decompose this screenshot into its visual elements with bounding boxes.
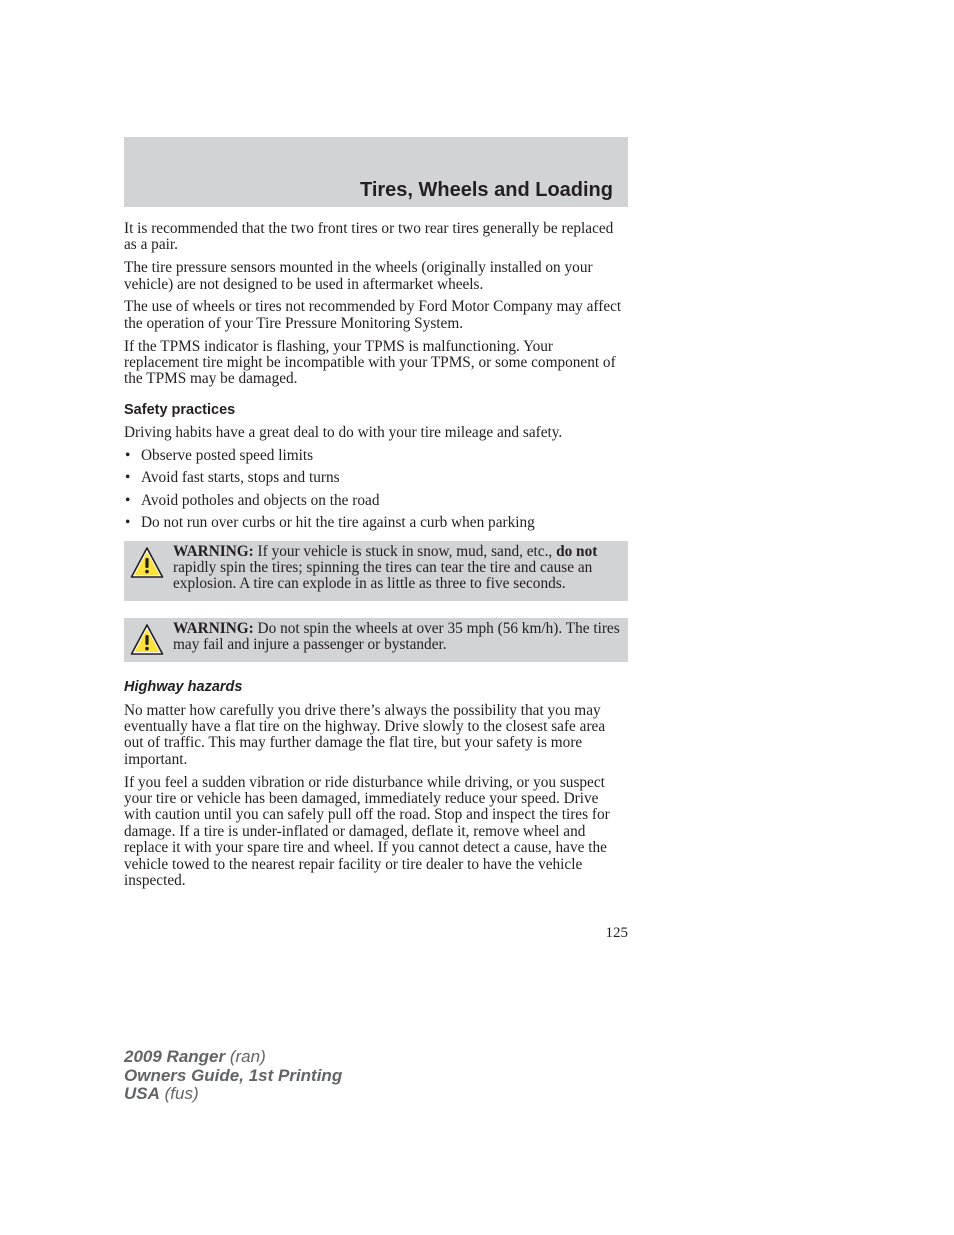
warning-triangle-icon bbox=[130, 546, 164, 580]
list-item: • Avoid fast starts, stops and turns bbox=[124, 470, 628, 486]
warning-label: WARNING: bbox=[173, 619, 254, 637]
warning-text bbox=[130, 621, 622, 654]
safety-bullet-list bbox=[124, 448, 628, 532]
list-item: • Avoid potholes and objects on the road bbox=[124, 493, 628, 509]
page-number: 125 bbox=[605, 925, 628, 941]
list-item: • Observe posted speed limits bbox=[124, 448, 628, 464]
body-paragraph: It is recommended that the two front tires or two rear tires generally be replaced as a pair. bbox=[124, 220, 614, 254]
warning-text bbox=[130, 544, 622, 593]
warning-label: WARNING: bbox=[173, 542, 254, 560]
body-paragraph: The tire pressure sensors mounted in the wheels (originally installed on your vehicle) are not designed to be used in aftermarket wheels. bbox=[124, 259, 593, 293]
footer-line bbox=[124, 1048, 342, 1067]
warning-box-wheel-speed bbox=[124, 618, 628, 662]
warning-text-part: rapidly spin the tires; spinning the tires can tear the tire and cause an explosion. A tire can explode in as little as three to five seconds. bbox=[173, 558, 593, 593]
warning-box-spin-tires bbox=[124, 541, 628, 601]
safety-intro: Driving habits have a great deal to do with your tire mileage and safety. bbox=[124, 423, 563, 441]
safety-practices-heading: Safety practices bbox=[124, 401, 236, 418]
body-paragraph: No matter how carefully you drive there’s always the possibility that you may eventually have a flat tire on the highway. Drive slowly to the closest safe area out of traffic. This may further damage the flat tire, but your safety is more important. bbox=[124, 701, 606, 768]
highway-hazards-heading: Highway hazards bbox=[124, 678, 243, 695]
body-paragraph: If the TPMS indicator is flashing, your TPMS is malfunctioning. Your replacement tire might be incompatible with your TPMS, or some component of the TPMS may be damaged. bbox=[124, 337, 616, 388]
footer-model-code: (ran) bbox=[225, 1047, 266, 1066]
page-content bbox=[124, 221, 628, 896]
footer-model: 2009 Ranger bbox=[124, 1047, 226, 1066]
document-footer bbox=[124, 1048, 342, 1104]
footer-guide-edition: Owners Guide, 1st Printing bbox=[124, 1065, 343, 1085]
footer-line bbox=[124, 1067, 342, 1086]
section-header-band bbox=[124, 137, 628, 207]
footer-line bbox=[124, 1085, 342, 1104]
warning-text-part: Do not spin the wheels at over 35 mph (56 km/h). The tires may fail and injure a passenger or bystander. bbox=[173, 619, 620, 654]
warning-text-part: If your vehicle is stuck in snow, mud, sand, etc., bbox=[253, 542, 557, 560]
body-paragraph: The use of wheels or tires not recommended by Ford Motor Company may affect the operation of your Tire Pressure Monitoring System. bbox=[124, 298, 622, 332]
list-item: • Do not run over curbs or hit the tire against a curb when parking bbox=[124, 515, 628, 531]
warning-triangle-icon bbox=[130, 623, 164, 657]
section-title: Tires, Wheels and Loading bbox=[359, 179, 613, 201]
footer-market: USA bbox=[124, 1084, 160, 1103]
warning-emphasis: do not bbox=[556, 542, 598, 560]
body-paragraph: If you feel a sudden vibration or ride disturbance while driving, or you suspect your tire or vehicle has been damaged, immediately reduce your speed. Drive with caution until you can safely pull off the road. Stop and inspect the tires for damage. If a tire is under-inflated or damaged, deflate it, remove wheel and replace it with your spare tire and wheel. If you cannot detect a cause, have the vehicle towed to the nearest repair facility or tire dealer to have the vehicle inspected. bbox=[124, 773, 610, 890]
footer-market-code: (fus) bbox=[159, 1084, 199, 1103]
